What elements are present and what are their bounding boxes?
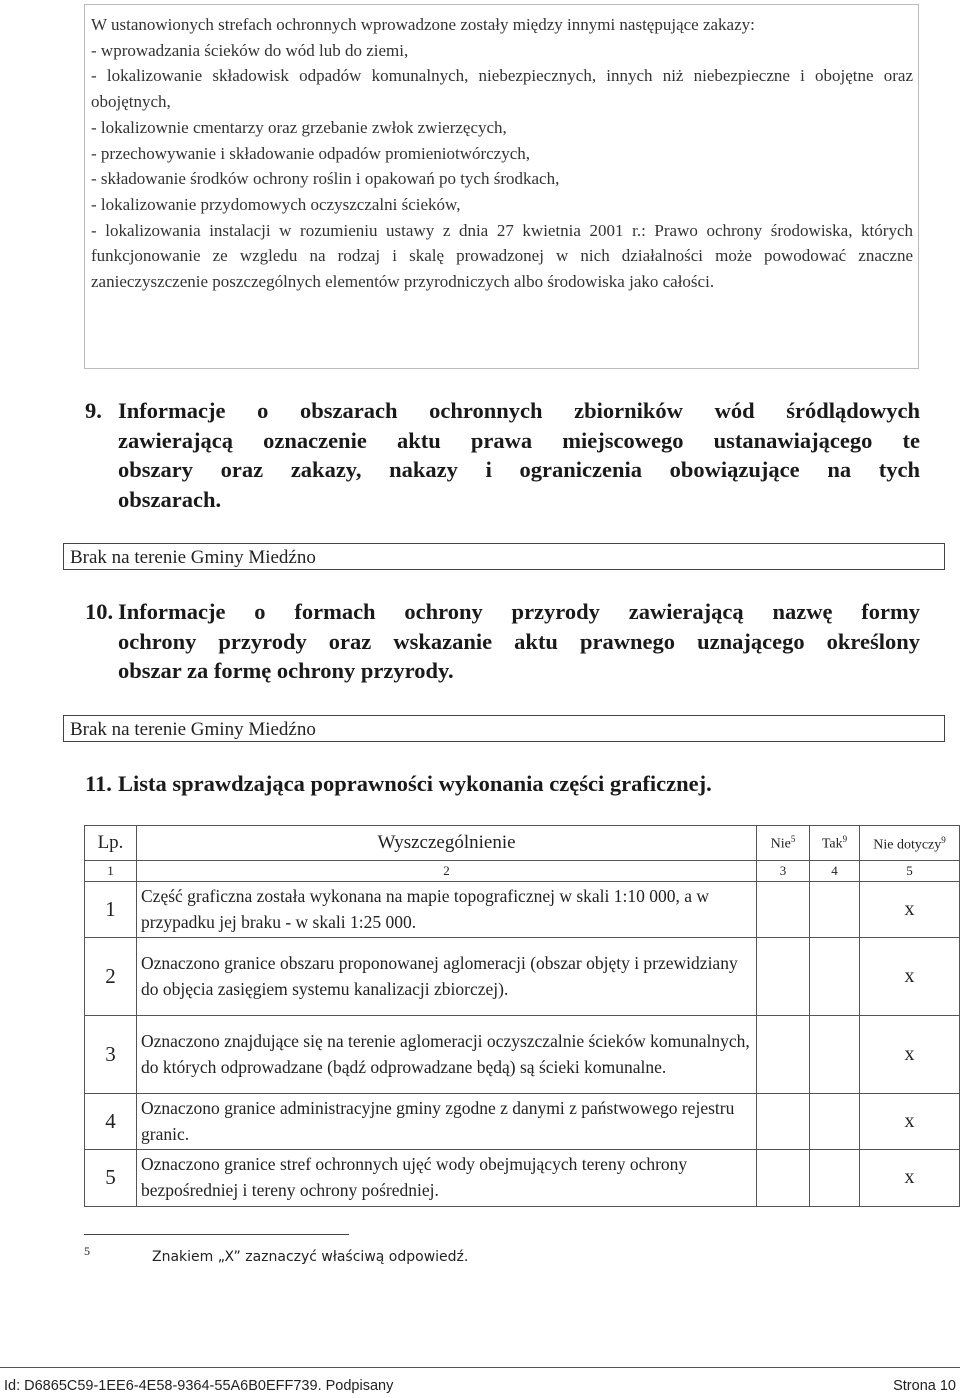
prohibition-item: - lokalizownie cmentarzy oraz grzebanie zwłok zwierzęcych, [91,117,507,137]
footer-separator [0,1367,960,1368]
row-description: Oznaczono granice obszaru proponowanej aglomeracji (obszar objęty i przewidziany do objęcia zasięgiem systemu kanalizacji zbiorczej). [137,938,757,1016]
col-header-not-applicable: Nie dotyczy$^9$ [860,826,960,861]
row-number: 1 [85,882,137,938]
column-index: 5 [860,861,960,882]
row-description: Część graficzna została wykonana na mapie topograficznej w skali 1:10 000, a w przypadku jej braku - w skali 1:25 000. [137,882,757,938]
row-number: 5 [85,1150,137,1206]
section-11-heading [85,769,920,799]
section-9-line: obszarach. [118,487,222,513]
section-10-heading [85,597,920,687]
footnote-mark: 5 [84,1244,90,1258]
prohibition-item: - wprowadzania ścieków do wód lub do ziemi, [91,40,409,60]
column-index: 3 [757,861,810,882]
table-header-row [85,826,960,861]
table-row [85,1016,960,1094]
prohibition-item: - składowanie środków ochrony roślin i opakowań po tych środkach, [91,169,560,189]
row-mark: x [860,1094,960,1150]
row-number: 2 [85,938,137,1016]
section-10-line: obszar za formę ochrony przyrody. [118,658,454,684]
row-description: Oznaczono granice stref ochronnych ujęć wody obejmujących tereny ochrony bezpośredniej i tereny ochrony pośredniej. [137,1150,757,1206]
table-row [85,882,960,938]
section-10-answer: Brak na terenie Gminy Miedźno [63,715,945,742]
footnote-separator [84,1234,349,1235]
row-number: 4 [85,1094,137,1150]
table-row [85,1150,960,1206]
section-10-number: 10. [85,599,114,624]
page-number: Strona 10 [893,1378,956,1394]
section-10-line: ochrony przyrody oraz wskazanie aktu prawnego uznającego określony [118,628,920,654]
row-number: 3 [85,1016,137,1094]
row-mark: x [860,1150,960,1206]
document-id: Id: D6865C59-1EE6-4E58-9364-55A6B0EFF739. Podpisany [4,1378,394,1394]
section-10-line: Informacje o formach ochrony przyrody zawierającą nazwę formy [118,599,920,624]
prohibition-item: - lokalizowania instalacji w rozumieniu ustawy z dnia 27 kwietnia 2001 r.: Prawo ochrony środowiska, których funkcjonowanie ze wzgledu na rodzaj i skalę prowadzonej w nich działalności może powodować znaczne zanieczyszczenie poszczególnych elementów przyrodniczych albo środowiska jako całości. [91,220,913,292]
table-row [85,1094,960,1150]
section-9-line: Informacje o obszarach ochronnych zbiorników wód śródlądowych [118,398,920,423]
column-index: 1 [85,861,137,882]
section-9-answer: Brak na terenie Gminy Miedźno [63,543,945,570]
column-index-row [85,861,960,882]
section-11-number: 11. [85,771,112,796]
section-11-title: Lista sprawdzająca poprawności wykonania części graficznej. [118,771,712,796]
row-description: Oznaczono granice administracyjne gminy zgodne z danymi z państwowego rejestru granic. [137,1094,757,1150]
row-mark: x [860,882,960,938]
col-header-no: Nie$^5$ [757,826,810,861]
section-9-heading [85,396,920,516]
col-header-yes: Tak$^9$ [810,826,860,861]
section-9-line: zawierającą oznaczenie aktu prawa miejscowego ustanawiającego te [118,427,920,453]
row-mark: x [860,1016,960,1094]
prohibitions-box [84,4,919,369]
checklist-table [84,825,960,1207]
prohibitions-intro: W ustanowionych strefach ochronnych wprowadzone zostały między innymi następujące zakazy: [91,15,755,34]
col-header-description: Wyszczególnienie [137,826,757,861]
row-mark: x [860,938,960,1016]
prohibition-item: - lokalizowanie przydomowych oczyszczalni ścieków, [91,194,461,214]
prohibition-item: - przechowywanie i składowanie odpadów promieniotwórczych, [91,143,531,163]
col-header-lp: Lp. [85,826,137,861]
prohibition-item: - lokalizowanie składowisk odpadów komunalnych, niebezpiecznych, innych niż niebezpieczne i obojętne oraz obojętnych, [91,66,913,112]
row-description: Oznaczono znajdujące się na terenie aglomeracji oczyszczalnie ścieków komunalnych, do których odprowadzane (bądź odprowadzane będą) są ścieki komunalne. [137,1016,757,1094]
column-index: 2 [137,861,757,882]
section-9-number: 9. [85,398,102,423]
column-index: 4 [810,861,860,882]
footnote-text: Znakiem „X” zaznaczyć właściwą odpowiedź. [152,1249,469,1265]
section-9-line: obszary oraz zakazy, nakazy i ograniczenia obowiązujące na tych [118,457,920,483]
table-row [85,938,960,1016]
